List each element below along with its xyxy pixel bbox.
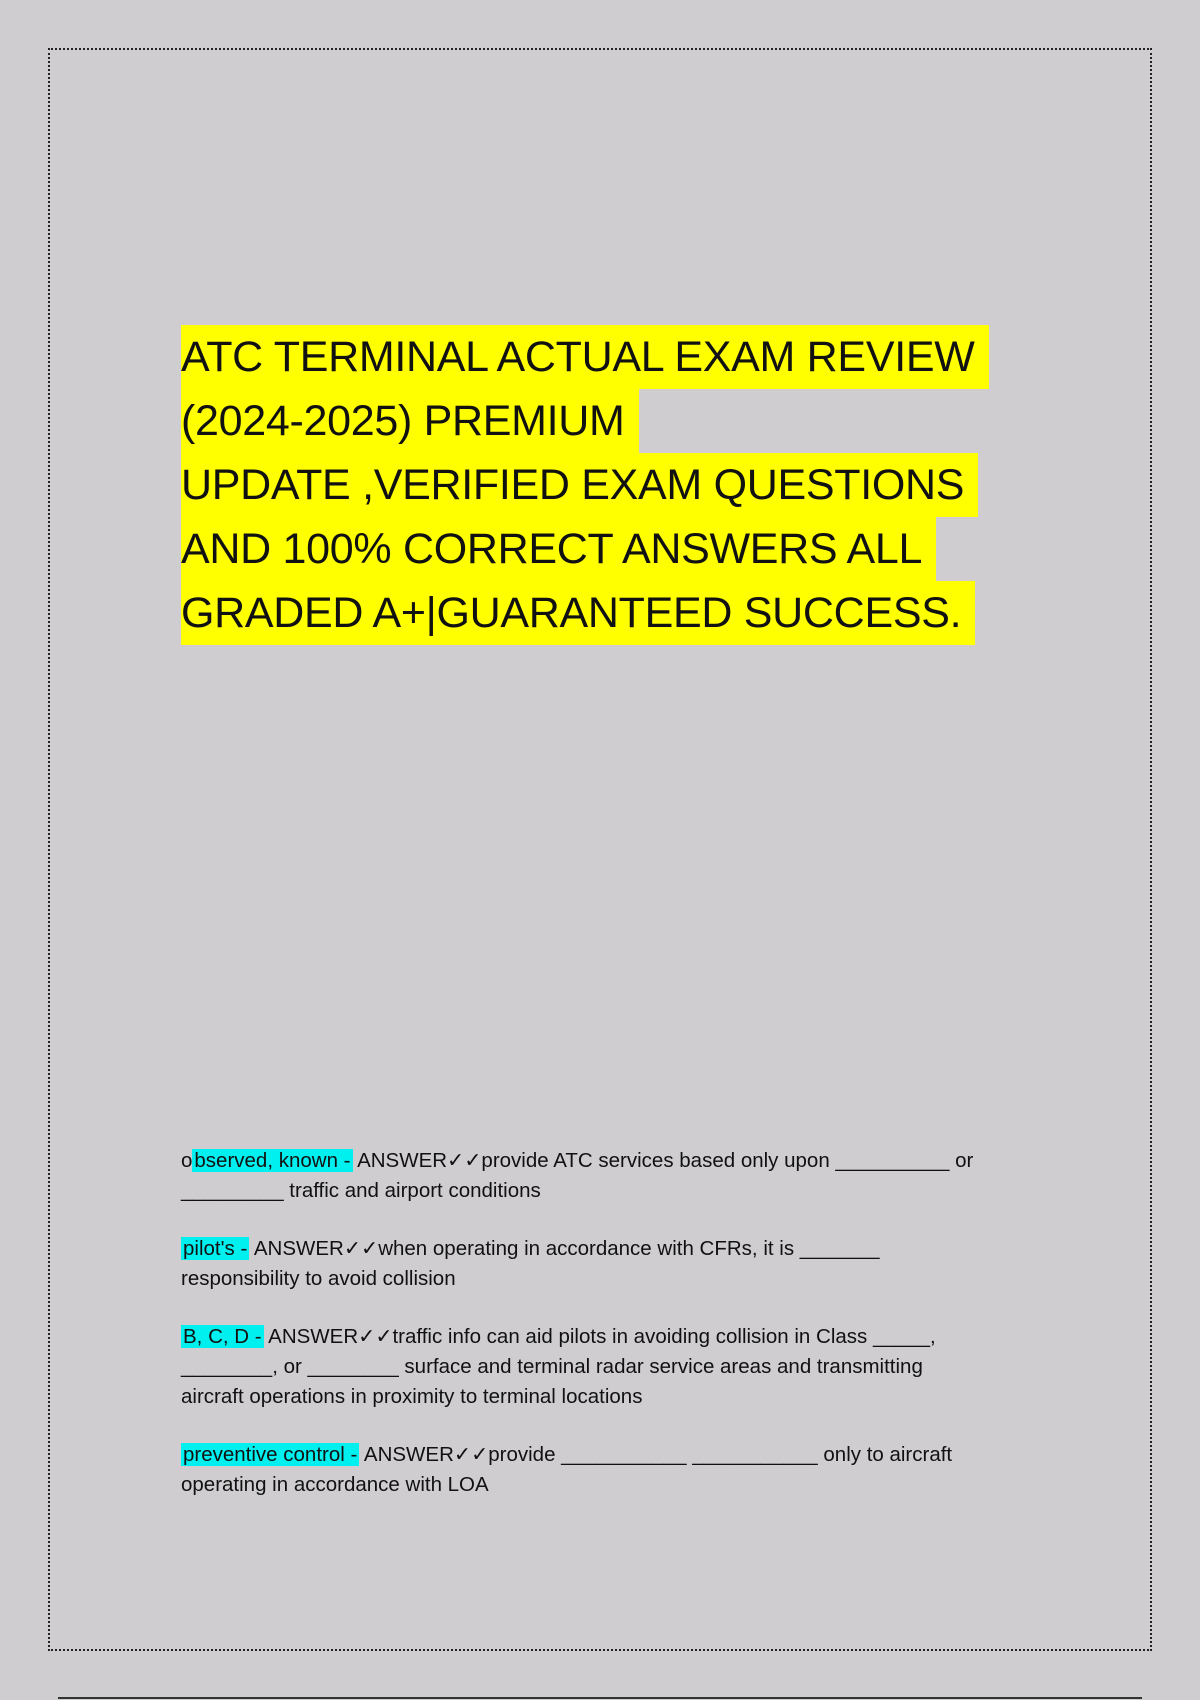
title-line: (2024-2025) PREMIUM — [181, 389, 639, 453]
term-highlight: bserved, known - — [194, 1149, 351, 1172]
qa-line — [181, 1322, 1031, 1352]
answer-text: ANSWER✓✓traffic info can aid pilots in avoiding collision in Class _____, — [263, 1325, 936, 1348]
qa-line: ________, or ________ surface and terminal radar service areas and transmitting — [181, 1355, 923, 1378]
answer-text: ANSWER✓✓when operating in accordance with CFRs, it is _______ — [249, 1237, 880, 1260]
term-highlight: B, C, D - — [183, 1325, 262, 1348]
title-line: UPDATE ,VERIFIED EXAM QUESTIONS — [181, 453, 978, 517]
qa-line: responsibility to avoid collision — [181, 1267, 456, 1290]
term-highlight: pilot's - — [183, 1237, 248, 1260]
term-highlight: preventive control - — [183, 1443, 358, 1466]
qa-line: _________ traffic and airport conditions — [181, 1179, 541, 1202]
qa-item — [181, 1440, 1031, 1500]
bottom-rule — [58, 1697, 1142, 1699]
qa-item — [181, 1234, 1031, 1294]
qa-list — [181, 1146, 1031, 1528]
qa-line: operating in accordance with LOA — [181, 1473, 489, 1496]
qa-item — [181, 1322, 1031, 1412]
qa-line — [181, 1440, 1031, 1470]
qa-line — [181, 1234, 1031, 1264]
title-line: AND 100% CORRECT ANSWERS ALL — [181, 517, 936, 581]
qa-line: aircraft operations in proximity to terminal locations — [181, 1385, 643, 1408]
document-title — [181, 325, 1061, 645]
title-line: GRADED A+|GUARANTEED SUCCESS. — [181, 581, 975, 645]
title-line: ATC TERMINAL ACTUAL EXAM REVIEW — [181, 325, 989, 389]
term-lead: o — [181, 1149, 193, 1172]
answer-text: ANSWER✓✓provide ___________ ___________ only to aircraft — [359, 1443, 953, 1466]
qa-line — [181, 1146, 1031, 1176]
answer-text: ANSWER✓✓provide ATC services based only upon __________ or — [352, 1149, 974, 1172]
qa-item — [181, 1146, 1031, 1206]
